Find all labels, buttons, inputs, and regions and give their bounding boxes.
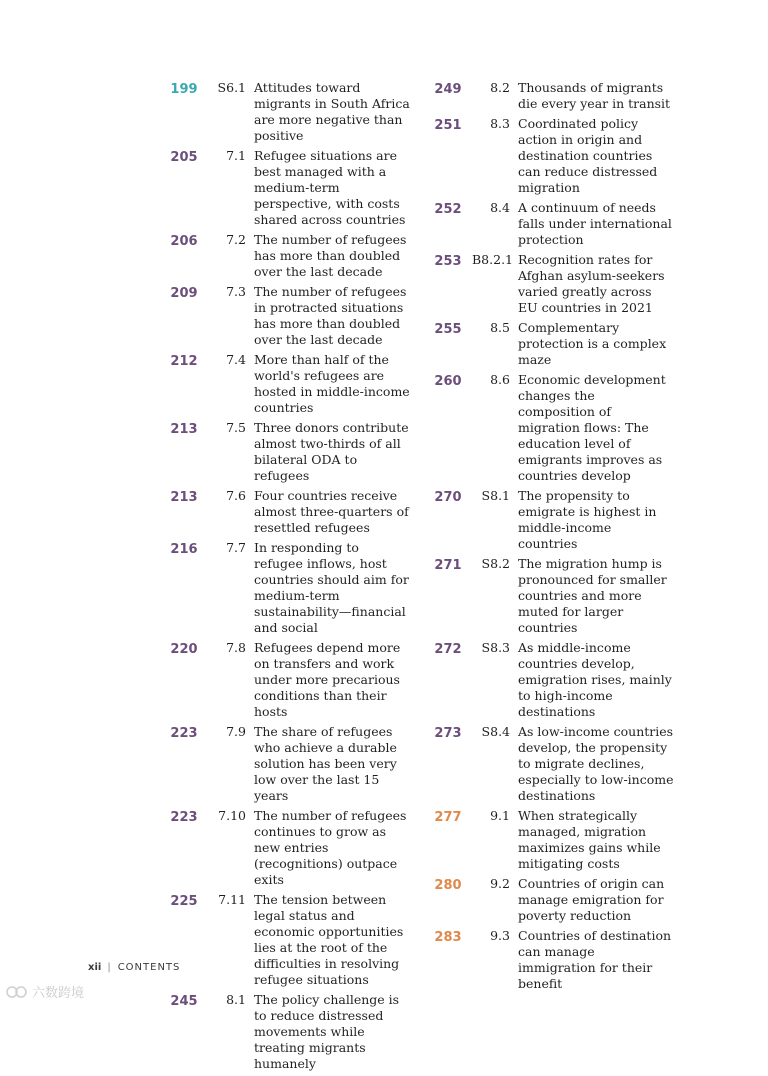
entry-title: Recognition rates for Afghan asylum-seekers varied greatly across EU countries in 2021 [518, 252, 665, 315]
entry-page-number: 216 [170, 542, 198, 557]
entry-title: Four countries receive almost three-quarters of resettled refugees [254, 488, 409, 535]
contents-entry[interactable] [424, 80, 674, 112]
entry-figure-number: 9.2 [490, 876, 510, 891]
entry-figure-number: 8.3 [490, 116, 510, 131]
entry-title: As low-income countries develop, the propensity to migrate declines, especially to low-income destinations [518, 724, 674, 803]
entry-page-number: 271 [434, 558, 462, 573]
entry-figure-number: B8.2.1 [472, 252, 513, 267]
contents-entry[interactable] [160, 488, 410, 536]
entry-figure-number: 8.1 [226, 992, 246, 1007]
entry-figure-number: 7.7 [226, 540, 246, 555]
entry-page-number: 205 [170, 150, 198, 165]
entry-figure-number: 8.4 [490, 200, 510, 215]
entry-page-number: 249 [434, 82, 462, 97]
entry-figure-number: 7.1 [226, 148, 246, 163]
entry-page-number: 223 [170, 810, 198, 825]
contents-entry[interactable] [160, 992, 410, 1072]
entry-title: The share of refugees who achieve a durable solution has been very low over the last 15 years [254, 724, 397, 803]
contents-entry[interactable] [160, 232, 410, 280]
entry-title: Countries of origin can manage emigration for poverty reduction [518, 876, 665, 923]
entry-title: The policy challenge is to reduce distressed movements while treating migrants humanely [254, 992, 400, 1071]
entry-title: In responding to refugee inflows, host countries should aim for medium-term sustainability—financial and social [254, 540, 409, 635]
entry-figure-number: 7.9 [226, 724, 246, 739]
footer-page-number: xii [88, 962, 102, 973]
contents-entry[interactable] [160, 540, 410, 636]
entry-title: Thousands of migrants die every year in transit [518, 80, 671, 111]
contents-entry[interactable] [424, 640, 674, 720]
entry-title: Three donors contribute almost two-thirds of all bilateral ODA to refugees [254, 420, 409, 483]
entry-figure-number: S8.4 [481, 724, 510, 739]
entry-title: As middle-income countries develop, emigration rises, mainly to high-income destinations [518, 640, 672, 719]
entry-page-number: 199 [170, 82, 198, 97]
watermark-logo-icon [6, 985, 28, 999]
contents-entry[interactable] [424, 556, 674, 636]
entry-page-number: 255 [434, 322, 462, 337]
page-footer [88, 962, 180, 973]
entry-page-number: 212 [170, 354, 198, 369]
contents-entry[interactable] [160, 352, 410, 416]
contents-entry[interactable] [160, 80, 410, 144]
entry-figure-number: 8.5 [490, 320, 510, 335]
contents-entry[interactable] [160, 808, 410, 888]
entry-title: The tension between legal status and economic opportunities lies at the root of the difficulties in resolving refugee situations [254, 892, 404, 987]
contents-entry[interactable] [160, 892, 410, 988]
contents-entry[interactable] [160, 148, 410, 228]
entry-figure-number: 7.3 [226, 284, 246, 299]
contents-entry[interactable] [160, 420, 410, 484]
entry-figure-number: 8.2 [490, 80, 510, 95]
entry-page-number: 220 [170, 642, 198, 657]
contents-entry[interactable] [160, 724, 410, 804]
contents-entry[interactable] [424, 252, 674, 316]
entry-page-number: 280 [434, 878, 462, 893]
contents-entry[interactable] [424, 488, 674, 552]
contents-entry[interactable] [424, 200, 674, 248]
entry-page-number: 225 [170, 894, 198, 909]
entry-page-number: 213 [170, 422, 198, 437]
entry-figure-number: 9.1 [490, 808, 510, 823]
entry-page-number: 223 [170, 726, 198, 741]
contents-entry[interactable] [160, 284, 410, 348]
entry-page-number: 273 [434, 726, 462, 741]
entry-title: Complementary protection is a complex maze [518, 320, 667, 367]
contents-entry[interactable] [424, 876, 674, 924]
entry-page-number: 209 [170, 286, 198, 301]
entry-figure-number: S6.1 [217, 80, 246, 95]
footer-section: CONTENTS [117, 962, 181, 973]
contents-entry[interactable] [424, 320, 674, 368]
entry-title: Countries of destination can manage immigration for their benefit [518, 928, 672, 991]
watermark-text: 六数跨境 [32, 986, 85, 1001]
entry-page-number: 251 [434, 118, 462, 133]
contents-entry[interactable] [424, 116, 674, 196]
entry-title: The number of refugees in protracted situations has more than doubled over the last decade [254, 284, 407, 347]
entry-page-number: 213 [170, 490, 198, 505]
entry-title: Attitudes toward migrants in South Africa are more negative than positive [254, 80, 410, 143]
entry-title: Refugees depend more on transfers and work under more precarious conditions than their hosts [254, 640, 401, 719]
entry-title: The propensity to emigrate is highest in middle-income countries [518, 488, 657, 551]
entry-title: The migration hump is pronounced for smaller countries and more muted for larger countries [518, 556, 667, 635]
entry-figure-number: 9.3 [490, 928, 510, 943]
entry-figure-number: 7.10 [218, 808, 246, 823]
entry-page-number: 272 [434, 642, 462, 657]
entry-figure-number: S8.2 [481, 556, 510, 571]
entry-figure-number: 7.4 [226, 352, 246, 367]
entry-page-number: 253 [434, 254, 462, 269]
entry-page-number: 252 [434, 202, 462, 217]
watermark [6, 982, 84, 1001]
contents-column-right [424, 80, 674, 996]
contents-entry[interactable] [424, 928, 674, 992]
entry-figure-number: 7.8 [226, 640, 246, 655]
entry-title: A continuum of needs falls under international protection [518, 200, 672, 247]
entry-figure-number: 7.5 [226, 420, 246, 435]
entry-page-number: 245 [170, 994, 198, 1009]
contents-entry[interactable] [160, 640, 410, 720]
entry-page-number: 277 [434, 810, 462, 825]
entry-page-number: 206 [170, 234, 198, 249]
contents-entry[interactable] [424, 808, 674, 872]
footer-separator: | [107, 962, 112, 973]
entry-page-number: 283 [434, 930, 462, 945]
entry-title: More than half of the world's refugees are hosted in middle-income countries [254, 352, 410, 415]
entry-page-number: 270 [434, 490, 462, 505]
contents-entry[interactable] [424, 724, 674, 804]
entry-title: Refugee situations are best managed with a medium-term perspective, with costs shared across countries [254, 148, 406, 227]
contents-entry[interactable] [424, 372, 674, 484]
entry-title: Economic development changes the composition of migration flows: The education level of emigrants improves as countries develop [518, 372, 666, 483]
entry-title: Coordinated policy action in origin and destination countries can reduce distressed migration [518, 116, 658, 195]
entry-figure-number: 8.6 [490, 372, 510, 387]
entry-figure-number: S8.1 [481, 488, 510, 503]
entry-title: When strategically managed, migration maximizes gains while mitigating costs [518, 808, 661, 871]
entry-figure-number: 7.6 [226, 488, 246, 503]
entry-title: The number of refugees continues to grow as new entries (recognitions) outpace exits [254, 808, 407, 887]
entry-figure-number: S8.3 [481, 640, 510, 655]
entry-page-number: 260 [434, 374, 462, 389]
entry-title: The number of refugees has more than doubled over the last decade [254, 232, 407, 279]
contents-column-left [160, 80, 410, 1076]
entry-figure-number: 7.11 [218, 892, 246, 907]
entry-figure-number: 7.2 [226, 232, 246, 247]
